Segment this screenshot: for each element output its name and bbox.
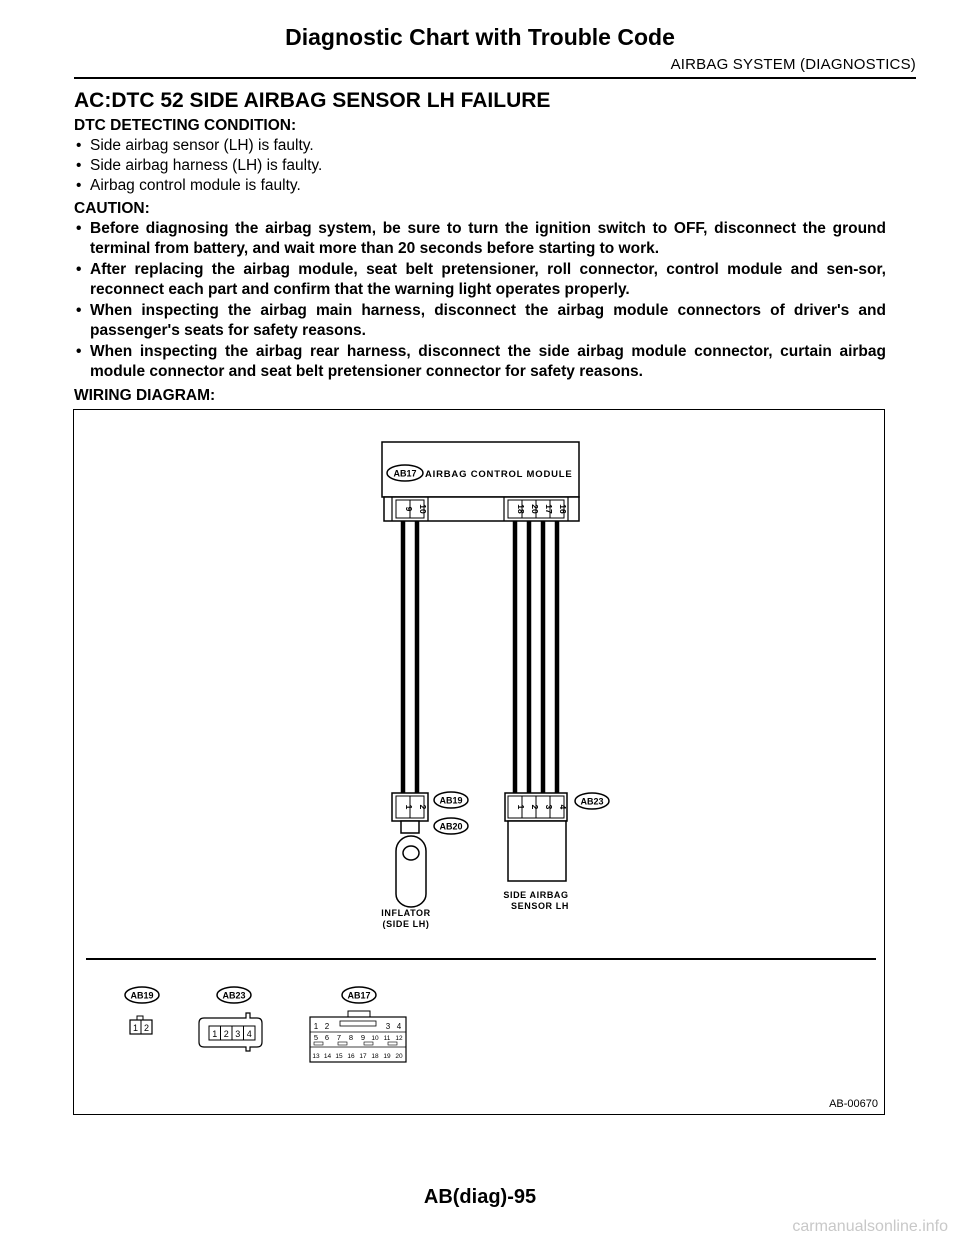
dtc-heading: DTC DETECTING CONDITION:: [74, 117, 297, 134]
face-ab17-pin: 17: [359, 1053, 367, 1060]
face-ab17-pin: 14: [323, 1053, 332, 1060]
face-tag-ab17-text: AB17: [347, 990, 371, 1001]
face-ab17-pin: 3: [385, 1022, 391, 1031]
caution-block: [74, 199, 886, 383]
face-ab17-pin: 11: [383, 1035, 391, 1042]
face-ab23-pin: 1: [212, 1029, 218, 1039]
wiring-diagram-svg: [74, 410, 886, 1116]
face-ab17-pin: 6: [324, 1033, 330, 1042]
face-ab23-pin: 4: [246, 1029, 252, 1039]
inflator-pin-label: 1: [404, 804, 414, 810]
module-pin-label: 9: [404, 506, 414, 512]
inflator-tag-2-text: AB20: [439, 821, 463, 832]
wiring-heading: WIRING DIAGRAM:: [74, 387, 216, 404]
face-ab17-slot: [364, 1042, 373, 1045]
list-item: • Side airbag sensor (LH) is faulty.: [74, 136, 886, 156]
face-ab17-slot: [338, 1042, 347, 1045]
module-pin-label: 20: [530, 504, 540, 514]
header-subtitle: AIRBAG SYSTEM (DIAGNOSTICS): [670, 56, 916, 73]
list-item: • Side airbag harness (LH) is faulty.: [74, 156, 886, 176]
face-ab17-pin: 2: [324, 1022, 330, 1031]
sensor-body: [508, 821, 566, 881]
face-tag-ab23-text: AB23: [222, 990, 246, 1001]
face-ab17-pin: 13: [312, 1053, 320, 1060]
header-rule: [74, 77, 916, 79]
module-pin-label: 16: [558, 504, 568, 514]
dtc-block: [74, 116, 886, 196]
face-ab23-pin: 3: [235, 1029, 241, 1039]
list-item: • When inspecting the airbag main harness, disconnect the airbag module connectors of driver's and passenger's seats for safety reasons.: [74, 301, 886, 341]
watermark: carmanualsonline.info: [792, 1218, 948, 1235]
module-label: AIRBAG CONTROL MODULE: [425, 469, 573, 480]
module-pin-label: 17: [544, 504, 554, 514]
face-ab17-pin: 8: [348, 1033, 354, 1042]
wire-bundle-inflator: [403, 521, 417, 795]
inflator-tag-1-text: AB19: [439, 795, 463, 806]
list-item: • Airbag control module is faulty.: [74, 176, 886, 196]
face-ab17-key: [348, 1011, 370, 1017]
face-ab17-pin: 9: [360, 1033, 366, 1042]
sensor-label-2: SENSOR LH: [511, 901, 569, 911]
face-ab19-pin: 1: [132, 1023, 139, 1033]
face-tag-ab19-text: AB19: [130, 990, 154, 1001]
face-ab17-pin: 5: [313, 1033, 319, 1042]
module-pin-label: 18: [516, 504, 526, 514]
inflator-label-2: (SIDE LH): [382, 919, 430, 929]
face-ab17-pin: 12: [395, 1035, 403, 1042]
header-title: Diagnostic Chart with Trouble Code: [285, 24, 675, 50]
face-ab17-pin: 10: [371, 1035, 379, 1042]
face-ab23-pin: 2: [223, 1029, 229, 1039]
inflator-pin-label: 2: [418, 804, 428, 810]
face-ab17-pin: 1: [313, 1022, 319, 1031]
sensor-pin-label: 1: [516, 804, 526, 810]
figure-id: AB-00670: [829, 1098, 878, 1110]
dtc-list: [74, 136, 886, 196]
face-ab17-pin: 18: [371, 1053, 379, 1060]
section-title: AC:DTC 52 SIDE AIRBAG SENSOR LH FAILURE: [74, 89, 551, 112]
inflator-label-1: INFLATOR: [381, 908, 431, 918]
sensor-tag-text: AB23: [580, 796, 604, 807]
list-item: • Before diagnosing the airbag system, be sure to turn the ignition switch to OFF, disconnect the ground terminal from battery, and wait more than 20 seconds before starting to work.: [74, 219, 886, 259]
inflator-hole: [403, 846, 419, 860]
sensor-pin-label: 3: [544, 804, 554, 810]
face-ab17-pin: 15: [335, 1053, 343, 1060]
face-ab17-slot: [388, 1042, 397, 1045]
face-ab17-slot: [340, 1021, 376, 1026]
face-ab17-pin: 19: [383, 1053, 391, 1060]
caution-list: [74, 219, 886, 382]
module-connector-tag-text: AB17: [393, 468, 417, 479]
face-ab17-pin: 4: [396, 1022, 402, 1031]
face-ab17-slot: [314, 1042, 323, 1045]
caution-heading: CAUTION:: [74, 200, 150, 217]
wire-bundle-sensor: [515, 521, 557, 795]
sensor-pin-label: 4: [558, 804, 568, 810]
face-ab17-pin: 20: [395, 1053, 403, 1060]
wiring-diagram: [73, 409, 885, 1115]
face-ab19-pin: 2: [143, 1023, 150, 1033]
page-number: AB(diag)-95: [423, 1186, 537, 1208]
sensor-label-1: SIDE AIRBAG: [503, 890, 569, 900]
sensor-pin-label: 2: [530, 804, 540, 810]
face-ab17-pin: 16: [347, 1053, 355, 1060]
list-item: • When inspecting the airbag rear harness, disconnect the side airbag module connector, curtain airbag module connector and seat belt pretensioner connector for safety reasons.: [74, 342, 886, 382]
module-pin-label: 10: [418, 504, 428, 514]
face-ab17-pin: 7: [336, 1033, 342, 1042]
inflator-neck: [401, 821, 419, 833]
list-item: • After replacing the airbag module, seat belt pretensioner, roll connector, control module and sen-sor, reconnect each part and confirm that the warning light operates properly.: [74, 260, 886, 300]
